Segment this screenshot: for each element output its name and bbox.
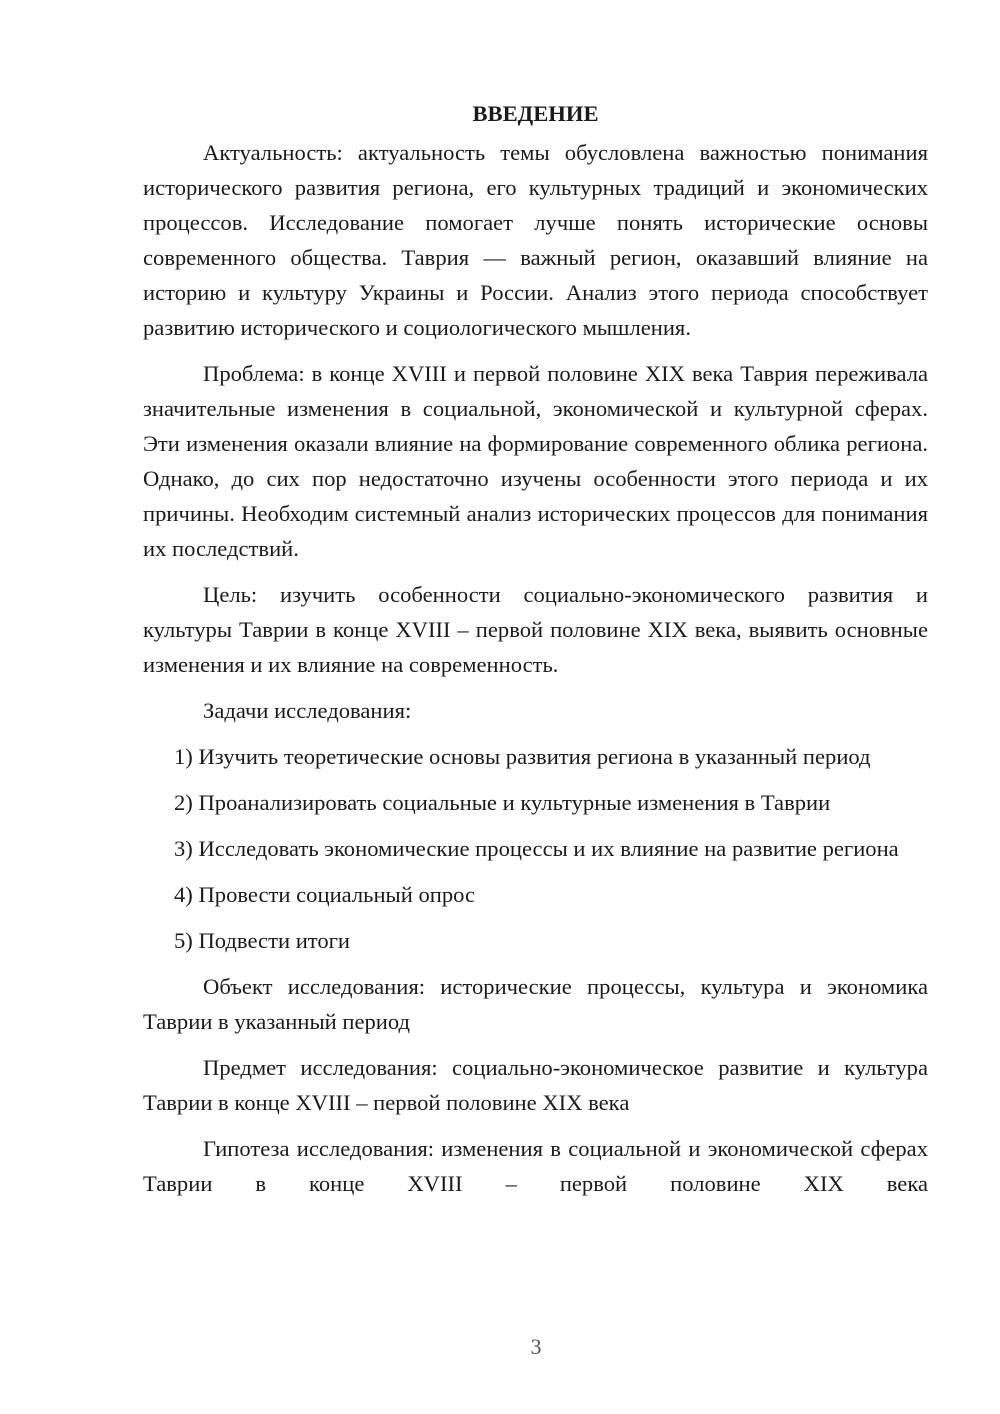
task-item-2: 2) Проанализировать социальные и культурные изменения в Таврии (174, 790, 831, 815)
problem-paragraph: Проблема: в конце XVIII и первой половине XIX века Таврия переживала значительные изменения в социальной, экономической и культурной сферах. Эти изменения оказали влияние на формирование современного облика региона. Однако, до сих пор недостаточно изучены особенности этого периода и их причины. Необходим системный анализ исторических процессов для понимания их последствий. (143, 361, 928, 561)
page-number: 3 (530, 1334, 542, 1359)
task-item-4: 4) Провести социальный опрос (174, 882, 476, 907)
task-item-1: 1) Изучить теоретические основы развития региона в указанный период (174, 744, 871, 769)
hypothesis-paragraph: Гипотеза исследования: изменения в социальной и экономической сферах Таврии в конце XVIII – первой половине XIX века (143, 1136, 928, 1196)
section-heading: ВВЕДЕНИЕ (472, 101, 599, 126)
tasks-title: Задачи исследования: (203, 698, 412, 723)
goal-paragraph: Цель: изучить особенности социально-экономического развития и культуры Таврии в конце XVIII – первой половине XIX века, выявить основные изменения и их влияние на современность. (143, 582, 928, 677)
object-paragraph: Объект исследования: исторические процессы, культура и экономика Таврии в указанный период (143, 974, 928, 1034)
relevance-paragraph: Актуальность: актуальность темы обусловлена важностью понимания исторического развития региона, его культурных традиций и экономических процессов. Исследование помогает лучше понять исторические основы современного общества. Таврия — важный регион, оказавший влияние на историю и культуру Украины и России. Анализ этого периода способствует развитию исторического и социологического мышления. (143, 140, 928, 340)
subject-paragraph: Предмет исследования: социально-экономическое развитие и культура Таврии в конце XVIII – первой половине XIX века (143, 1055, 928, 1115)
task-item-3: 3) Исследовать экономические процессы и их влияние на развитие региона (174, 836, 899, 861)
page-content (143, 96, 928, 1201)
task-item-5: 5) Подвести итоги (174, 928, 351, 953)
